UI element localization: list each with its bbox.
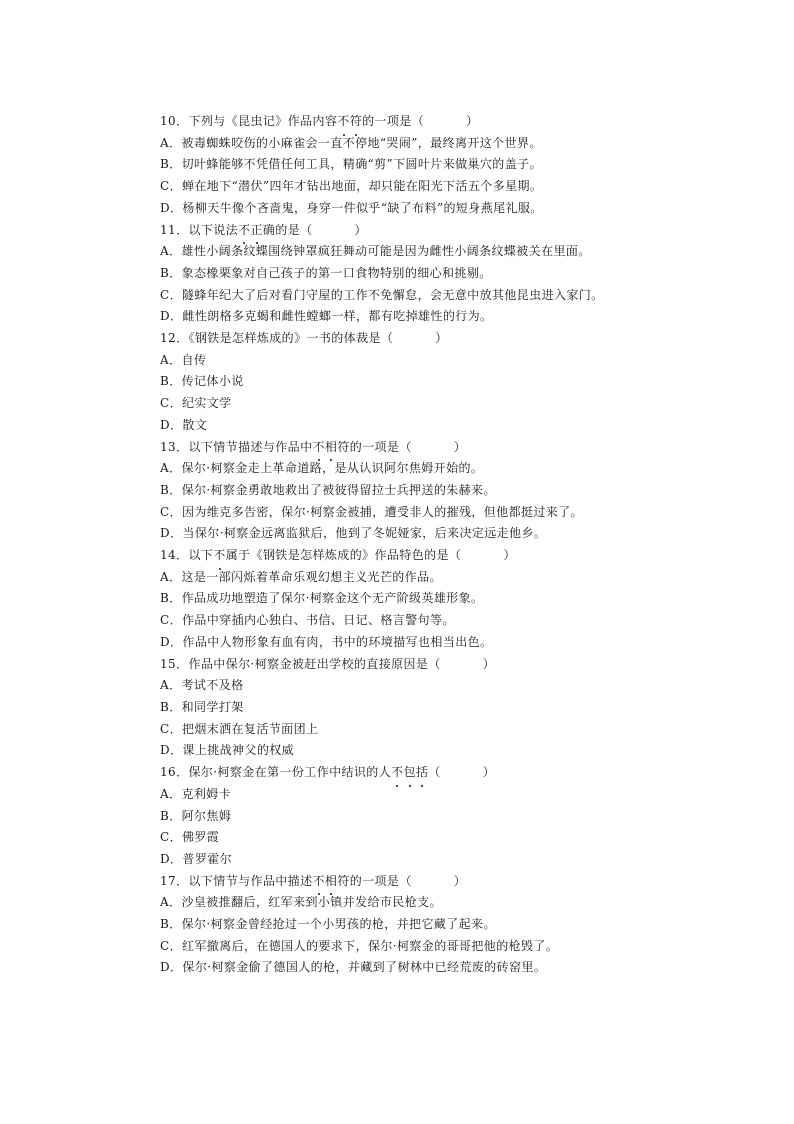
option-line	[160, 458, 760, 480]
option-line	[160, 285, 760, 307]
question-number: 12．	[160, 331, 189, 346]
option-line	[160, 523, 760, 545]
stem-text: 以下情节与作品中描述	[188, 873, 313, 888]
option-letter: B．	[160, 808, 182, 823]
option-letter: D．	[160, 851, 183, 866]
option-text: 切叶蜂能够不凭借任何工具，精确“剪”下圆叶片来做巢穴的盖子。	[181, 157, 542, 172]
option-text: 被毒蜘蛛咬伤的小麻雀会一直不停地“哭闹”，最终离开这个世界。	[181, 135, 542, 150]
option-text: 雌性朗格多克蝎和雌性螳螂一样，都有吃掉雄性的行为。	[182, 309, 493, 324]
question-number: 16．	[160, 765, 189, 780]
emphasis-char: 符	[350, 111, 362, 133]
stem-text: （	[428, 765, 441, 780]
option-letter: C．	[160, 613, 182, 628]
option-line	[160, 806, 760, 828]
stem-text: ）	[453, 439, 467, 454]
option-line	[160, 502, 760, 524]
emphasis-char: 相	[325, 871, 337, 893]
option-text: 和同学打架	[181, 699, 244, 714]
option-letter: A．	[160, 461, 182, 476]
stem-text: ）	[354, 222, 367, 237]
stem-text: 保尔·柯察金在第一份工作中结识的人	[188, 765, 392, 780]
option-line	[160, 393, 760, 415]
stem-text: 以下	[188, 548, 214, 563]
question-stem	[160, 220, 760, 242]
question-number: 13．	[160, 439, 189, 454]
option-letter: A．	[160, 678, 182, 693]
option-line	[160, 133, 760, 155]
option-letter: B．	[160, 265, 182, 280]
stem-text: 符的一项是（	[337, 873, 412, 888]
option-text: 象态橡栗象对自己孩子的第一口食物特别的细心和挑剔。	[181, 265, 492, 280]
question-stem	[160, 328, 760, 350]
emphasis-char: 不	[337, 111, 349, 133]
option-line	[160, 371, 760, 393]
stem-text: 确的是（	[262, 222, 313, 237]
question-stem	[160, 762, 760, 784]
option-line	[160, 588, 760, 610]
option-letter: D．	[160, 309, 183, 324]
option-letter: C．	[160, 830, 182, 845]
option-letter: C．	[160, 396, 182, 411]
stem-text: 的一项是（	[362, 114, 425, 128]
question-stem	[160, 545, 760, 567]
stem-text: ）	[453, 873, 467, 888]
option-line	[160, 914, 760, 936]
question-stem	[160, 111, 760, 133]
option-letter: D．	[160, 743, 183, 758]
emphasis-char: 相	[325, 437, 337, 459]
option-letter: A．	[160, 135, 182, 150]
option-text: 佛罗霞	[181, 830, 220, 845]
option-line	[160, 784, 760, 806]
option-line	[160, 480, 760, 502]
stem-text: 作品中保尔·柯察金被赶出学校的直接原因是（	[188, 656, 441, 671]
option-line	[160, 415, 760, 437]
emphasis-char: 不	[213, 545, 225, 567]
option-letter: D．	[160, 634, 183, 649]
option-text: 作品中穿插内心独白、书信、日记、格言警句等。	[181, 613, 455, 628]
option-text: 保尔·柯察金曾经抢过一个小男孩的枪，并把它藏了起来。	[181, 917, 496, 932]
option-text: 因为维克多告密，保尔·柯察金被捕，遭受非人的摧残，但他都挺过来了。	[181, 504, 584, 519]
question-block	[160, 328, 760, 437]
option-letter: C．	[160, 504, 182, 519]
stem-text: ）	[503, 548, 516, 563]
emphasis-char: 不	[313, 871, 325, 893]
option-text: 课上挑战神父的权威	[182, 743, 295, 758]
question-number: 15．	[160, 656, 189, 671]
option-line	[160, 632, 760, 654]
option-letter: B．	[160, 374, 182, 389]
option-text: 自传	[181, 352, 207, 367]
option-text: 保尔·柯察金勇敢地救出了被彼得留拉士兵押送的朱赫来。	[181, 482, 496, 497]
option-line	[160, 957, 760, 979]
option-line	[160, 154, 760, 176]
option-text: 红军撤离后，在德国人的要求下，保尔·柯察金的哥哥把他的枪毁了。	[181, 938, 559, 953]
question-block	[160, 220, 760, 329]
stem-text: 《钢铁是怎样炼成的》一书的体裁是（	[188, 331, 394, 346]
question-number: 10．	[160, 114, 189, 128]
option-text: 沙皇被推翻后，红军来到小镇并发给市民枪支。	[181, 895, 442, 910]
option-line	[160, 892, 760, 914]
option-text: 考试不及格	[181, 678, 244, 693]
option-line	[160, 697, 760, 719]
option-letter: B．	[160, 482, 182, 497]
stem-text: 以下说法	[188, 222, 239, 237]
option-text: 阿尔焦姆	[181, 808, 232, 823]
option-text: 杨柳天牛像个吝啬鬼，身穿一件似乎“缺了布料”的短身燕尾礼服。	[182, 200, 543, 215]
option-text: 普罗霍尔	[182, 851, 233, 866]
option-letter: B．	[160, 591, 182, 606]
option-text: 蝉在地下“潜伏”四年才钻出地面，却只能在阳光下活五个多星期。	[181, 179, 543, 194]
question-block	[160, 545, 760, 654]
option-text: 这是一部闪烁着革命乐观幻想主义光芒的作品。	[181, 569, 442, 584]
emphasis-char: 包	[404, 762, 416, 784]
option-letter: B．	[160, 157, 182, 172]
option-line	[160, 740, 760, 762]
option-line	[160, 263, 760, 285]
question-block	[160, 762, 760, 871]
question-block	[160, 871, 760, 980]
stem-text: 属于《钢铁是怎样炼成的》作品特色的是（	[225, 548, 462, 563]
option-line	[160, 176, 760, 198]
option-text: 作品中人物形象有血有肉，书中的环境描写也相当出色。	[182, 634, 493, 649]
question-number: 14．	[160, 548, 189, 563]
emphasis-char: 不	[238, 220, 250, 242]
option-text: 散文	[182, 417, 208, 432]
option-letter: D．	[160, 200, 183, 215]
question-block	[160, 437, 760, 546]
option-line	[160, 719, 760, 741]
question-number: 11．	[160, 222, 189, 237]
option-text: 纪实文学	[181, 396, 232, 411]
question-document	[160, 111, 760, 979]
option-text: 隧蜂年纪大了后对看门守屋的工作不免懈怠，会无意中放其他昆虫进入家门。	[181, 287, 604, 302]
option-letter: C．	[160, 938, 182, 953]
option-letter: D．	[160, 526, 183, 541]
question-stem	[160, 654, 760, 676]
option-line	[160, 849, 760, 871]
option-text: 克利姆卡	[181, 786, 232, 801]
stem-text: ）	[482, 656, 496, 671]
emphasis-char: 括	[416, 762, 428, 784]
option-line	[160, 610, 760, 632]
emphasis-char: 不	[313, 437, 325, 459]
option-letter: D．	[160, 417, 183, 432]
option-line	[160, 198, 760, 220]
question-block	[160, 111, 760, 220]
option-text: 当保尔·柯察金远离监狱后，他到了冬妮娅家，后来决定远走他乡。	[182, 526, 547, 541]
option-letter: A．	[160, 352, 182, 367]
option-text: 雄性小阔条纹蝶围绕钟罩疯狂舞动可能是因为雌性小阔条纹蝶被关在里面。	[181, 244, 591, 259]
option-letter: B．	[160, 917, 182, 932]
option-letter: A．	[160, 786, 182, 801]
question-stem	[160, 871, 760, 893]
option-letter: C．	[160, 287, 182, 302]
option-line	[160, 567, 760, 589]
question-number: 17．	[160, 873, 189, 888]
stem-text: 符的一项是（	[337, 439, 412, 454]
stem-text: ）	[435, 331, 448, 346]
option-line	[160, 936, 760, 958]
option-letter: D．	[160, 960, 183, 975]
option-text: 传记体小说	[181, 374, 244, 389]
question-block	[160, 654, 760, 763]
stem-text: ）	[482, 765, 496, 780]
option-line	[160, 306, 760, 328]
stem-text: 下列与《昆虫记》作品内容	[188, 114, 338, 128]
emphasis-char: 不	[391, 762, 403, 784]
option-letter: A．	[160, 895, 182, 910]
option-letter: C．	[160, 179, 182, 194]
option-letter: A．	[160, 244, 182, 259]
option-text: 作品成功地塑造了保尔·柯察金这个无产阶级英雄形象。	[181, 591, 484, 606]
option-line	[160, 675, 760, 697]
option-text: 保尔·柯察金偷了德国人的枪，并藏到了树林中已经荒废的砖窑里。	[182, 960, 547, 975]
question-stem	[160, 437, 760, 459]
option-line	[160, 350, 760, 372]
option-letter: A．	[160, 569, 182, 584]
option-letter: C．	[160, 721, 182, 736]
emphasis-char: 正	[251, 220, 263, 242]
option-text: 保尔·柯察金走上革命道路，是从认识阿尔焦姆开始的。	[181, 461, 484, 476]
option-letter: B．	[160, 699, 182, 714]
option-line	[160, 827, 760, 849]
option-text: 把烟末洒在复活节面团上	[181, 721, 319, 736]
stem-text: 以下情节描述与作品中	[188, 439, 313, 454]
option-line	[160, 241, 760, 263]
stem-text: ）	[466, 114, 479, 128]
